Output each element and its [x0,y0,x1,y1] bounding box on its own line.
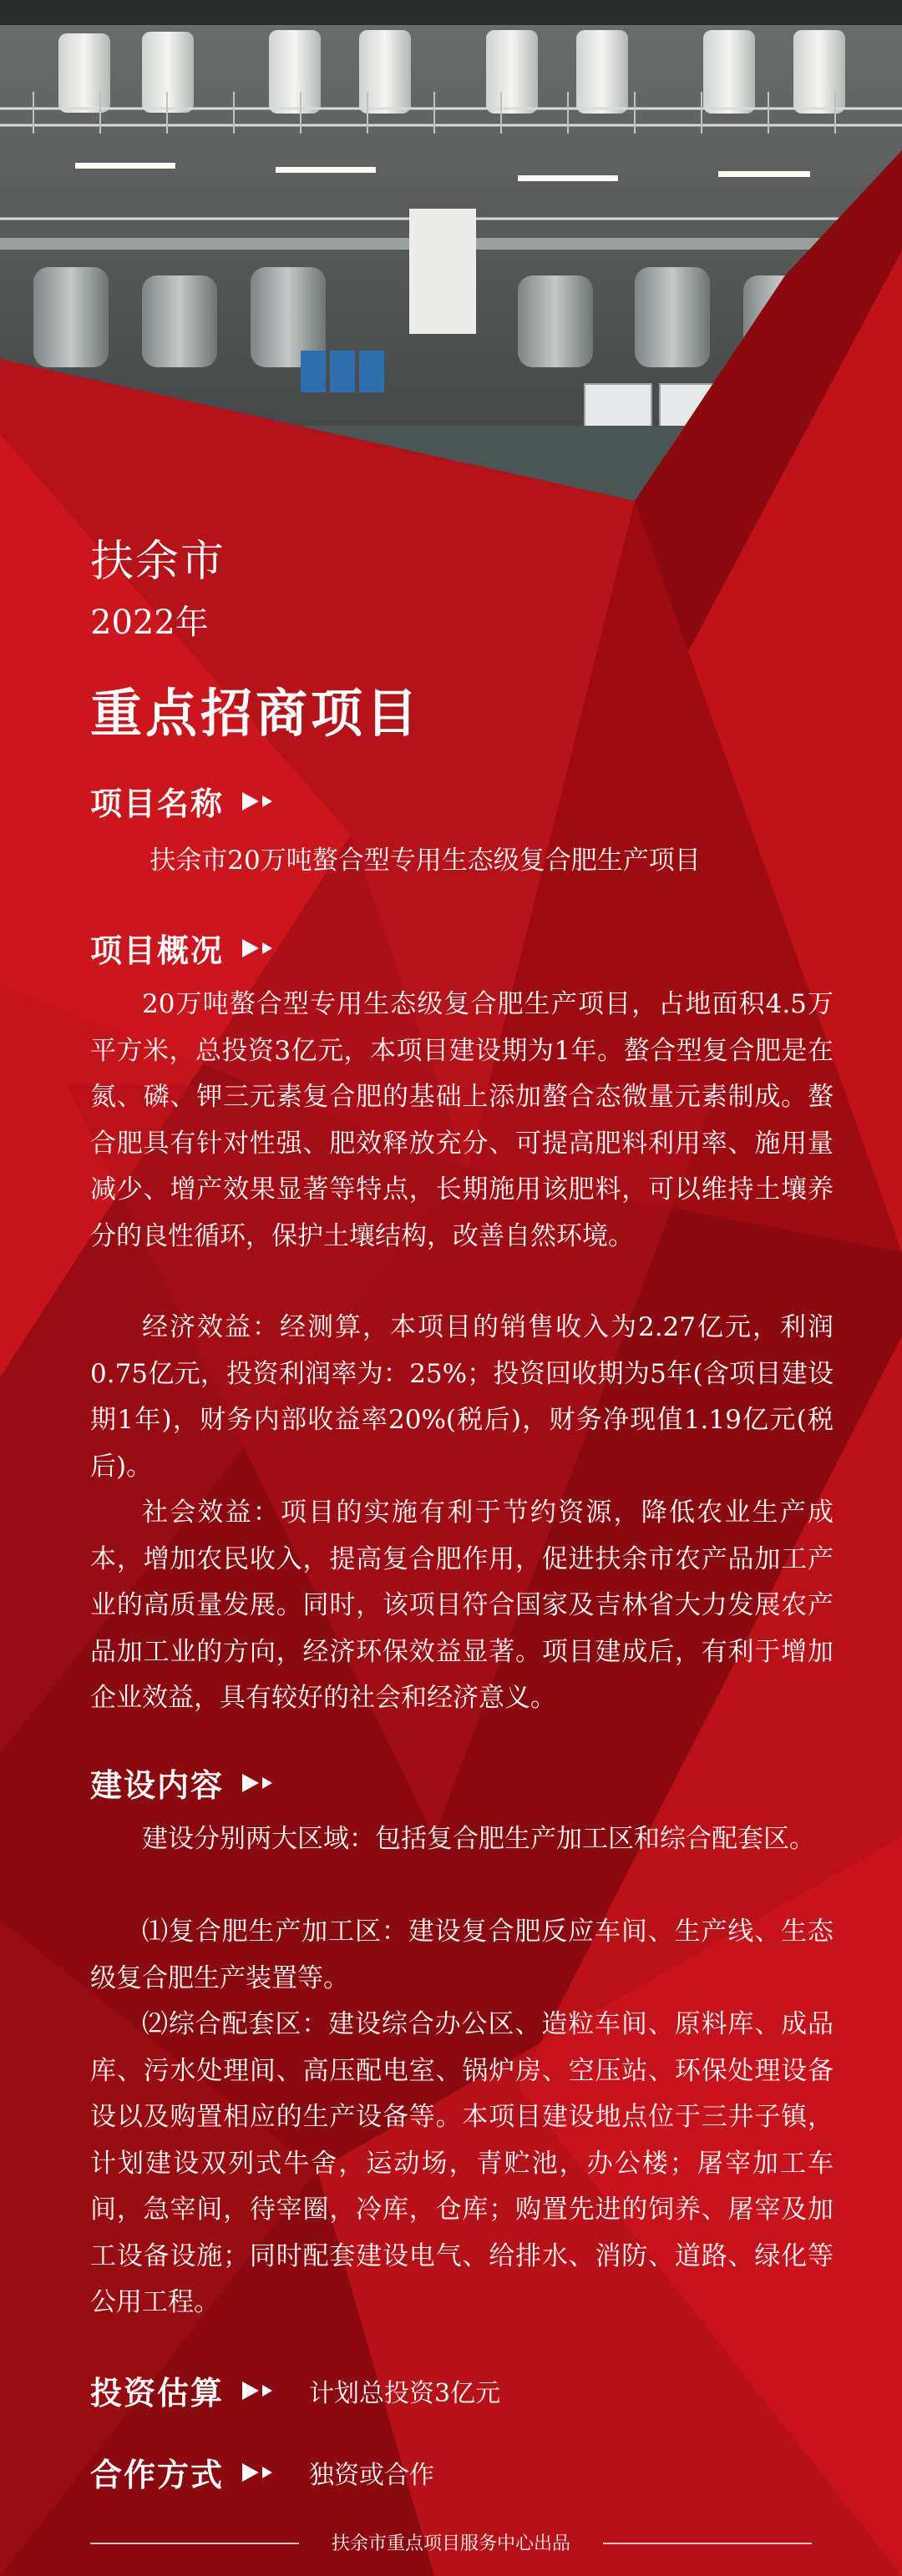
construction-paragraph-supporting: ⑵综合配套区：建设综合办公区、造粒车间、原料库、成品库、污水处理间、高压配电室、锅炉房、空压站、环保处理设备设以及购置相应的生产设备等。本项目建设地点位于三井子镇，计划建设双列式牛舍，运动场，青贮池，办公楼；屠宰加工车间，急宰间，待宰圈，冷库，仓库；购置先进的饲养、屠宰及加工设备设施；同时配套建设电气、给排水、消防、道路、绿化等公用工程。 [90,2009,834,2317]
heading-text: 建设内容 [90,1767,225,1804]
city-name: 扶余市 [90,537,226,587]
section-heading-construction [90,1760,281,1806]
cooperation-value: 独资或合作 [309,2460,435,2490]
year-label: 2022年 [90,604,209,642]
section-heading-investment [90,2367,500,2413]
project-name-text: 扶余市20万吨螯合型专用生态级复合肥生产项目 [149,846,701,876]
overview-paragraph-economic: 经济效益：经测算，本项目的销售收入为2.27亿元，利润0.75亿元，投资利润率为：25%；投资回收期为5年(含项目建设期1年)，财务内部收益率20%(税后)，财务净现值1.19亿元(税后)。 [90,1312,834,1482]
double-arrow-icon [242,937,281,959]
construction-paragraph-1: 建设分别两大区域：包括复合肥生产加工区和综合配套区。 [142,1824,815,1854]
section-heading-cooperation [90,2449,434,2495]
heading-text: 项目概况 [90,932,225,969]
overview-paragraph-1: 20万吨螯合型专用生态级复合肥生产项目，占地面积4.5万平方米，总投资3亿元，本项目建设期为1年。螯合型复合肥是在氮、磷、钾三元素复合肥的基础上添加螯合态微量元素制成。螯合肥具有针对性强、肥效释放充分、可提高肥料利用率、施用量减少、增产效果显著等特点，长期施用该肥料，可以维持土壤养分的良性循环，保护土壤结构，改善自然环境。 [90,989,834,1251]
heading-text: 合作方式 [90,2457,225,2493]
heading-text: 投资估算 [90,2375,225,2412]
section-heading-project-name [90,778,281,824]
construction-paragraph-processing: ⑴复合肥生产加工区：建设复合肥反应车间、生产线、生态级复合肥生产装置等。 [90,1917,834,1993]
page-title: 重点招商项目 [90,683,422,744]
double-arrow-icon [242,2462,281,2483]
footer-credit: 扶余市重点项目服务中心出品 [331,2533,570,2554]
factory-photo [0,0,902,501]
double-arrow-icon [242,1772,281,1794]
section-heading-overview [90,925,281,971]
double-arrow-icon [242,2380,281,2402]
overview-paragraph-social: 社会效益：项目的实施有利于节约资源，降低农业生产成本，增加农民收入，提高复合肥作用，促进扶余市农产品加工产业的高质量发展。同时，该项目符合国家及吉林省大力发展农产品加工业的方向，经济环保效益显著。项目建成后，有利于增加企业效益，具有较好的社会和经济意义。 [90,1498,834,1713]
double-arrow-icon [242,790,281,812]
investment-value: 计划总投资3亿元 [309,2378,501,2408]
heading-text: 项目名称 [90,785,225,822]
